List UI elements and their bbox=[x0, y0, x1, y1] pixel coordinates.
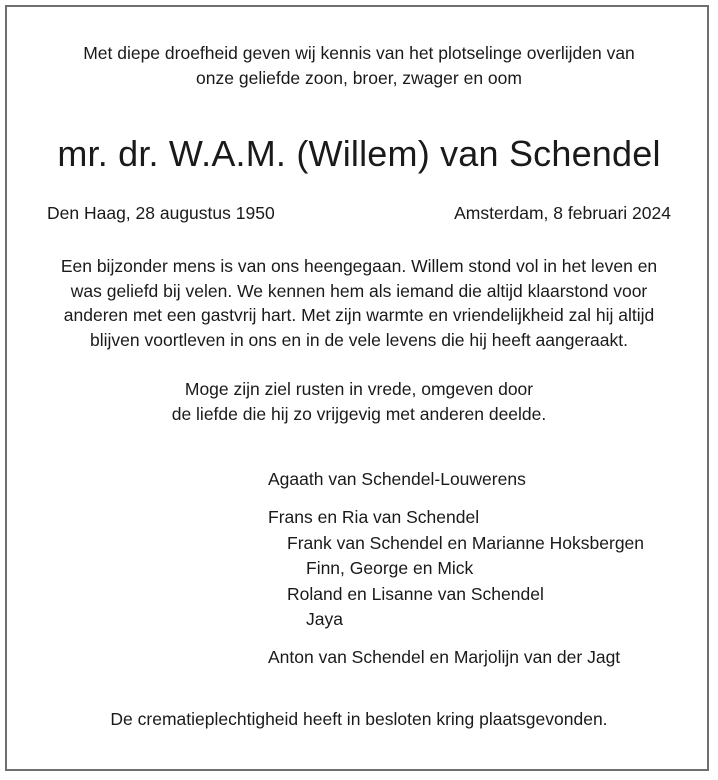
intro-line: Met diepe droefheid geven wij kennis van het plotselinge overlijden van bbox=[83, 43, 635, 63]
tribute-line: anderen met een gastvrij hart. Met zijn warmte en vriendelijkheid zal hij altijd bbox=[63, 305, 655, 325]
tribute-line: Een bijzonder mens is van ons heengegaan. Willem stond vol in het leven en bbox=[60, 256, 658, 276]
death-place-date: Amsterdam, 8 februari 2024 bbox=[454, 203, 671, 223]
family-parents: Frans en Ria van Schendel bbox=[268, 507, 480, 527]
tribute-line: was geliefd bij velen. We kennen hem als iemand die altijd klaarstond voor bbox=[70, 280, 648, 301]
intro-line: onze geliefde zoon, broer, zwager en oom bbox=[196, 68, 522, 88]
family-mother: Agaath van Schendel-Louwerens bbox=[268, 469, 526, 489]
prayer-line: de liefde die hij zo vrijgevig met anderen deelde. bbox=[171, 403, 547, 424]
family-child-1: Frank van Schendel en Marianne Hoksbergen bbox=[287, 533, 645, 553]
tribute-text bbox=[0, 254, 718, 352]
family-child-2: Roland en Lisanne van Schendel bbox=[287, 584, 544, 604]
deceased-name: mr. dr. W.A.M. (Willem) van Schendel bbox=[57, 133, 661, 174]
closing-text: De crematieplechtigheid heeft in besloten kring plaatsgevonden. bbox=[110, 709, 608, 729]
family-grandchildren-2: Jaya bbox=[306, 609, 343, 629]
family-sibling: Anton van Schendel en Marjolijn van der Jagt bbox=[268, 647, 621, 667]
tribute-line: blijven voortleven in ons en in de vele levens die hij heeft aangeraakt. bbox=[90, 329, 628, 350]
intro-text bbox=[0, 41, 718, 91]
birth-place-date: Den Haag, 28 augustus 1950 bbox=[47, 203, 275, 223]
family-grandchildren-1: Finn, George en Mick bbox=[306, 558, 474, 578]
prayer-line: Moge zijn ziel rusten in vrede, omgeven door bbox=[184, 379, 534, 399]
prayer-text bbox=[0, 377, 718, 426]
